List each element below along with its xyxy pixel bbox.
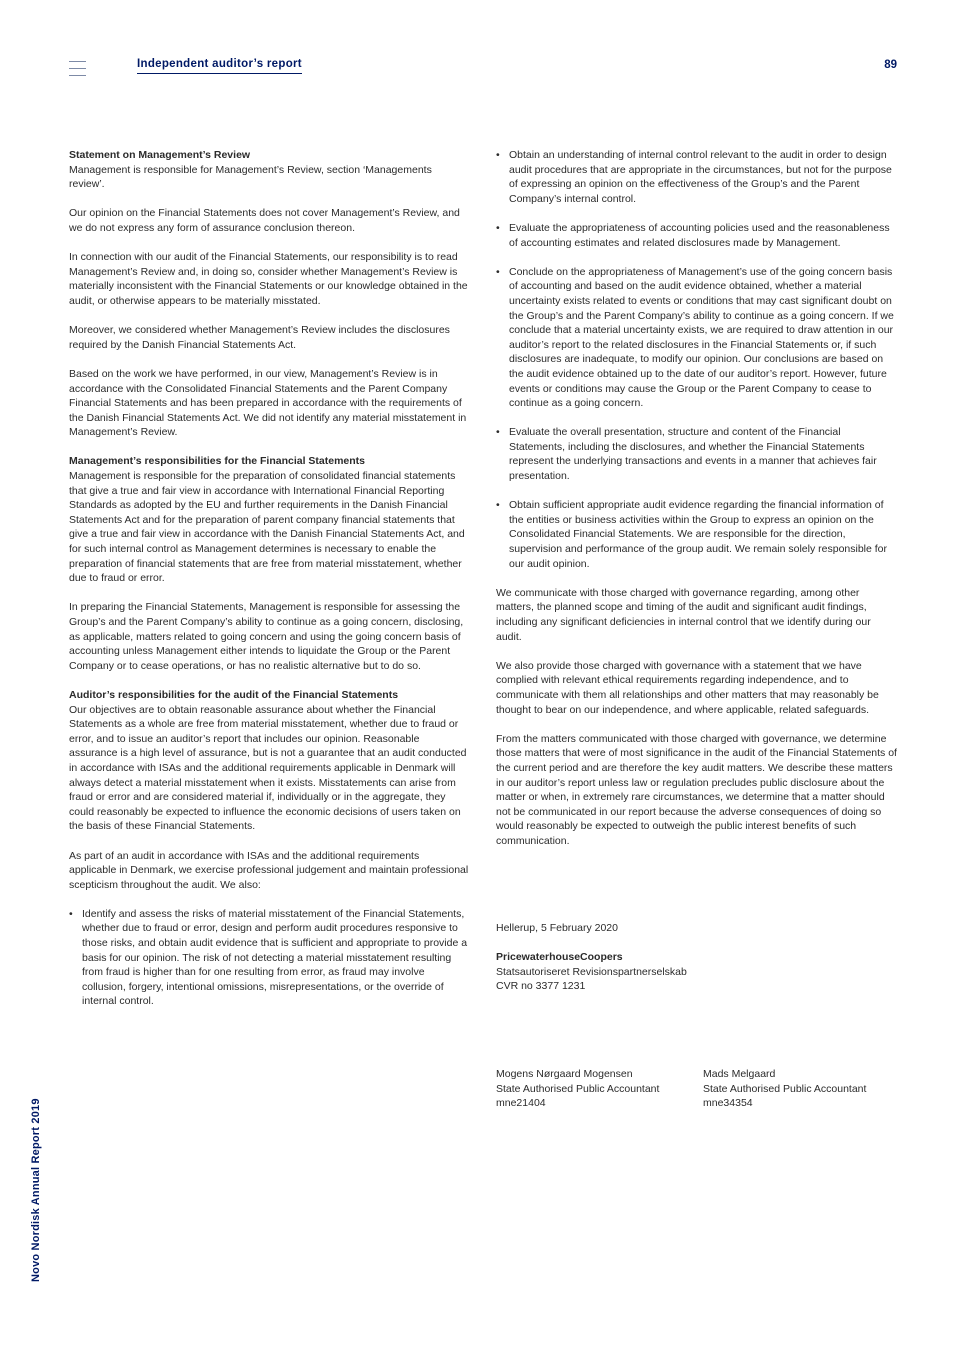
menu-icon-bar (69, 61, 86, 62)
firm-type: Statsautoriseret Revisionspartnerselskab (496, 965, 687, 978)
firm-name: PricewaterhouseCoopers (496, 951, 623, 963)
paragraph (69, 454, 469, 585)
menu-icon-bar (69, 68, 86, 69)
paragraph: In connection with our audit of the Financial Statements, our responsibility is to read Management’s Review and, in doing so, consider whether Management’s Review is materially inconsistent with the Financial Statements or our knowledge obtained in the audit, or otherwise appears to be materially misstated. (69, 251, 468, 307)
signatory-title: State Authorised Public Accountant (496, 1082, 660, 1095)
place-date: Hellerup, 5 February 2020 (496, 922, 618, 934)
signatory-id: mne34354 (703, 1097, 753, 1110)
page-number: 89 (884, 59, 897, 71)
signatory-title: State Authorised Public Accountant (703, 1082, 867, 1095)
signatory-name: Mogens Nørgaard Mogensen (496, 1068, 633, 1080)
signatory-id: mne21404 (496, 1097, 546, 1110)
bullet-list (69, 907, 469, 1009)
paragraph: Our opinion on the Financial Statements does not cover Management’s Review, and we do not express any form of assurance conclusion thereon. (69, 207, 460, 234)
right-column (496, 148, 898, 863)
list-item: • Evaluate the appropriateness of accounting policies used and the reasonableness of accounting estimates and related disclosures made by Management. (496, 221, 898, 250)
signatory-block (703, 1067, 866, 1111)
paragraph: We also provide those charged with governance with a statement that we have complied with relevant ethical requirements regarding independence, and to communicate with them all relationships and other matters that may reasonably be thought to bear on our independence, and where applicable, related safeguards. (496, 659, 879, 716)
list-item: • Obtain sufficient appropriate audit evidence regarding the financial information of the entities or business activities within the Group to express an opinion on the Consolidated Financial Statements. We are responsible for the direction, supervision and performance of the group audit. We remain solely responsible for our audit opinion. (496, 498, 898, 571)
firm-block (496, 950, 687, 994)
report-side-label: Novo Nordisk Annual Report 2019 (30, 1098, 42, 1282)
paragraph-text: Management is responsible for the preparation of consolidated financial statements that give a true and fair view in accordance with International Financial Reporting Standards as adopted by the EU and further requirements in the Danish Financial Statements Act and for the preparation of parent company financial statements that give a true and fair view in accordance with the Danish Financial Statements Act, and for such internal control as Management determines is necessary to enable the preparation of financial statements that are free from material misstatement, whether due to fraud or error. (69, 470, 465, 585)
paragraph (69, 148, 469, 192)
menu-icon[interactable] (69, 61, 86, 76)
section-heading: Management’s responsibilities for the Financial Statements (69, 455, 366, 468)
page-title[interactable]: Independent auditor’s report (137, 58, 302, 74)
paragraph: Moreover, we considered whether Management’s Review includes the disclosures required by the Danish Financial Statements Act. (69, 324, 450, 351)
bullet-list (496, 148, 898, 571)
paragraph: In preparing the Financial Statements, Management is responsible for assessing the Group’s and the Parent Company’s ability to continue as a going concern, disclosing, as applicable, matters related to going concern and using the going concern basis of accounting unless Management either intends to liquidate the Group or the Parent Company or to cease operations, or has no realistic alternative but to do so. (69, 601, 464, 672)
paragraph: As part of an audit in accordance with ISAs and the additional requirements applicable in Denmark, we exercise professional judgement and maintain professional scepticism throughout the audit. We also: (69, 849, 469, 891)
section-heading: Auditor’s responsibilities for the audit of the Financial Statements (69, 688, 399, 701)
signatory-block (496, 1067, 659, 1111)
list-item: • Conclude on the appropriateness of Management’s use of the going concern basis of accounting and based on the audit evidence obtained, whether a material uncertainty exists related to events or conditions that may cast significant doubt on the Group’s and the Parent Company’s ability to continue as a going concern. If we conclude that a material uncertainty exists, we are required to draw attention in our auditor’s report to the related disclosures in the Financial Statements or, if such disclosures are inadequate, to modify our opinion. Our conclusions are based on the audit evidence obtained up to the date of our auditor’s report. However, future events or conditions may cause the Group or the Parent Company to cease to continue as a going concern. (496, 265, 898, 411)
list-item: • Identify and assess the risks of material misstatement of the Financial Statements, whether due to fraud or error, design and perform audit procedures responsive to those risks, and obtain audit evidence that is sufficient and appropriate to provide a basis for our opinion. The risk of not detecting a material misstatement resulting from fraud is higher than for one resulting from error, as fraud may involve collusion, forgery, intentional omissions, misrepresentations, or the override of internal control. (69, 907, 469, 1009)
paragraph (69, 688, 469, 834)
paragraph: We communicate with those charged with governance regarding, among other matters, the planned scope and timing of the audit and significant audit findings, including any significant deficiencies in internal control that we identify during our audit. (496, 586, 871, 643)
paragraph: Based on the work we have performed, in our view, Management’s Review is in accordance with the Consolidated Financial Statements and the Parent Company Financial Statements and has been prepared in accordance with the requirements of the Danish Financial Statements Act. We did not identify any material misstatement in Management’s Review. (69, 367, 467, 439)
menu-icon-bar (69, 75, 86, 76)
paragraph-text: Our objectives are to obtain reasonable assurance about whether the Financial Statements as a whole are free from material misstatement, whether due to fraud or error, and to issue an auditor’s report that includes our opinion. Reasonable assurance is a high level of assurance, but is not a guarantee that an audit conducted in accordance with ISAs and the additional requirements applicable in Denmark will always detect a material misstatement when it exists. Misstatements can arise from fraud or error and are considered material if, individually or in the aggregate, they could reasonably be expected to influence the economic decisions of users taken on the basis of these Financial Statements. (69, 703, 467, 833)
section-heading: Statement on Management’s Review (69, 149, 251, 161)
signatory-name: Mads Melgaard (703, 1068, 776, 1080)
list-item: • Obtain an understanding of internal control relevant to the audit in order to design audit procedures that are appropriate in the circumstances, but not for the purpose of expressing an opinion on the effectiveness of the Group’s and the Parent Company’s internal control. (496, 148, 898, 206)
paragraph: From the matters communicated with those charged with governance, we determine those matters that were of most significance in the audit of the Financial Statements of the current period and are therefore the key audit matters. We describe these matters in our auditor’s report unless law or regulation precludes public disclosure about the matter or when, in extremely rare circumstances, we determine that a matter should not be communicated in our report because the adverse consequences of doing so would reasonably be expected to outweigh the public interest benefits of such communication. (496, 732, 897, 847)
paragraph-text: Management is responsible for Management’s Review, section ‘Managements review’. (69, 163, 432, 191)
list-item: • Evaluate the overall presentation, structure and content of the Financial Statements, including the disclosures, and whether the Financial Statements represent the underlying transactions and events in a manner that achieves fair presentation. (496, 425, 898, 483)
left-column (69, 148, 469, 1024)
firm-cvr: CVR no 3377 1231 (496, 980, 586, 993)
